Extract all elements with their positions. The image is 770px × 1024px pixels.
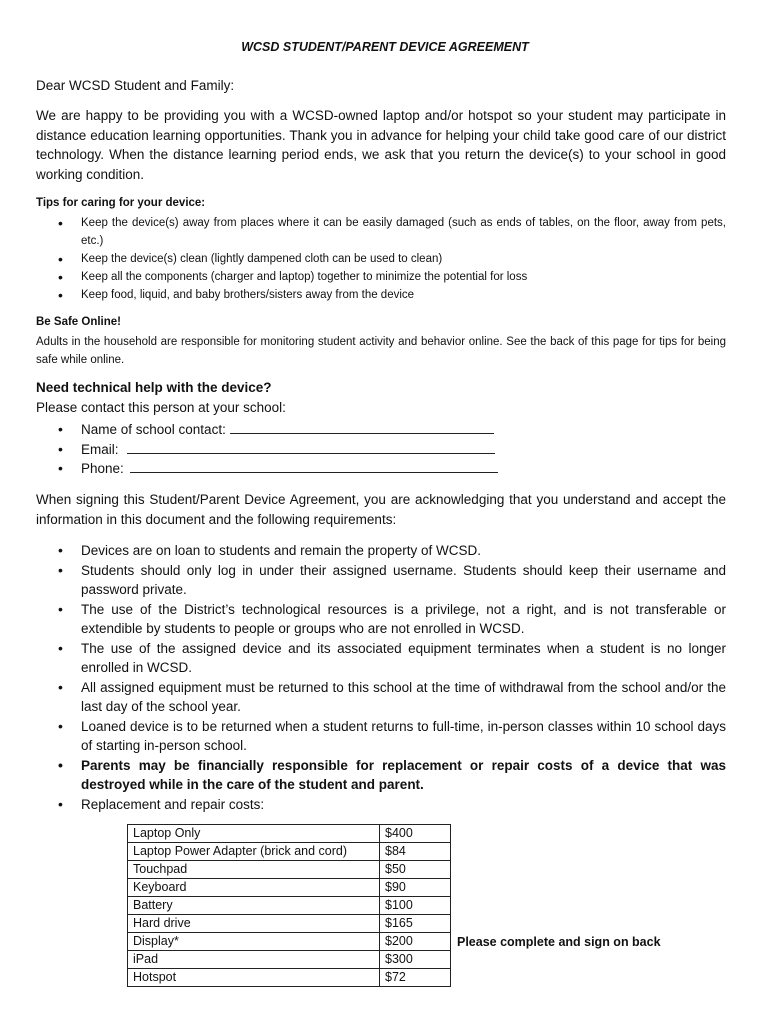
cost-price: $400 xyxy=(380,825,451,843)
requirement-item-costs: • Replacement and repair costs: xyxy=(56,795,726,815)
contact-phone-field[interactable] xyxy=(130,459,498,473)
intro-paragraph: We are happy to be providing you with a WCSD-owned laptop and/or hotspot so your student may participate in distance education learning opportunities. Thank you in advance for helping your child take good care of our district technology. When the distance learning period ends, we ask that you return the device(s) to your school in good working condition. xyxy=(36,108,726,182)
table-row xyxy=(128,897,451,915)
greeting: Dear WCSD Student and Family: xyxy=(36,78,235,93)
safe-heading: Be Safe Online! xyxy=(36,316,121,328)
cost-item: Laptop Power Adapter (brick and cord) xyxy=(128,843,380,861)
cost-price: $100 xyxy=(380,897,451,915)
contact-email-row xyxy=(56,440,726,460)
tip-item: • Keep the device(s) clean (lightly dampened cloth can be used to clean) xyxy=(56,250,726,268)
complete-sign-note: Please complete and sign on back xyxy=(457,935,661,949)
table-row xyxy=(128,969,451,987)
safe-paragraph: Adults in the household are responsible for monitoring student activity and behavior online. See the back of this page for tips for being safe while online. xyxy=(36,336,726,366)
tech-help-subtext: Please contact this person at your school: xyxy=(36,400,286,415)
cost-item: Hard drive xyxy=(128,915,380,933)
table-row xyxy=(128,915,451,933)
requirements-list xyxy=(56,541,726,814)
cost-price: $300 xyxy=(380,951,451,969)
document-title: WCSD STUDENT/PARENT DEVICE AGREEMENT xyxy=(241,40,529,54)
requirement-item: • Students should only log in under their assigned username. Students should keep their username and password private. xyxy=(56,561,726,600)
cost-item: Hotspot xyxy=(128,969,380,987)
table-row xyxy=(128,951,451,969)
cost-item: iPad xyxy=(128,951,380,969)
table-row xyxy=(128,879,451,897)
requirement-item: • Devices are on loan to students and remain the property of WCSD. xyxy=(56,541,726,561)
contact-email-label: Email: xyxy=(81,441,119,457)
tip-item: • Keep the device(s) away from places where it can be easily damaged (such as ends of tables, on the floor, away from pets, etc.) xyxy=(56,214,726,250)
requirement-item: • All assigned equipment must be returned to this school at the time of withdrawal from the school and/or the last day of the school year. xyxy=(56,678,726,717)
costs-table xyxy=(127,824,451,987)
cost-price: $50 xyxy=(380,861,451,879)
signing-paragraph: When signing this Student/Parent Device Agreement, you are acknowledging that you understand and accept the information in this document and the following requirements: xyxy=(36,492,726,527)
requirement-item-financial: • Parents may be financially responsible for replacement or repair costs of a device that was destroyed while in the care of the student and parent. xyxy=(56,756,726,795)
cost-item: Battery xyxy=(128,897,380,915)
cost-price: $200 xyxy=(380,933,451,951)
contact-name-row xyxy=(56,420,726,440)
requirement-item: • The use of the assigned device and its associated equipment terminates when a student is no longer enrolled in WCSD. xyxy=(56,639,726,678)
cost-price: $90 xyxy=(380,879,451,897)
cost-price: $72 xyxy=(380,969,451,987)
contact-phone-row xyxy=(56,459,726,479)
requirement-item: • Loaned device is to be returned when a student returns to full-time, in-person classes within 10 school days of starting in-person school. xyxy=(56,717,726,756)
contact-fields xyxy=(56,420,726,479)
cost-item: Keyboard xyxy=(128,879,380,897)
table-row xyxy=(128,825,451,843)
table-row xyxy=(128,933,451,951)
cost-item: Touchpad xyxy=(128,861,380,879)
table-row xyxy=(128,843,451,861)
tech-help-heading: Need technical help with the device? xyxy=(36,380,272,395)
contact-name-field[interactable] xyxy=(230,420,494,434)
tips-list xyxy=(56,214,726,304)
tips-heading: Tips for caring for your device: xyxy=(36,197,206,209)
contact-name-label: Name of school contact: xyxy=(81,422,226,437)
table-row xyxy=(128,861,451,879)
cost-item: Laptop Only xyxy=(128,825,380,843)
cost-item: Display* xyxy=(128,933,380,951)
cost-price: $84 xyxy=(380,843,451,861)
cost-price: $165 xyxy=(380,915,451,933)
contact-phone-label: Phone: xyxy=(81,461,124,476)
tip-item: • Keep food, liquid, and baby brothers/sisters away from the device xyxy=(56,286,726,304)
tip-item: • Keep all the components (charger and laptop) together to minimize the potential for loss xyxy=(56,268,726,286)
requirement-item: • The use of the District’s technological resources is a privilege, not a right, and is not transferable or extendible by students to people or groups who are not enrolled in WCSD. xyxy=(56,600,726,639)
contact-email-field[interactable] xyxy=(127,440,495,454)
